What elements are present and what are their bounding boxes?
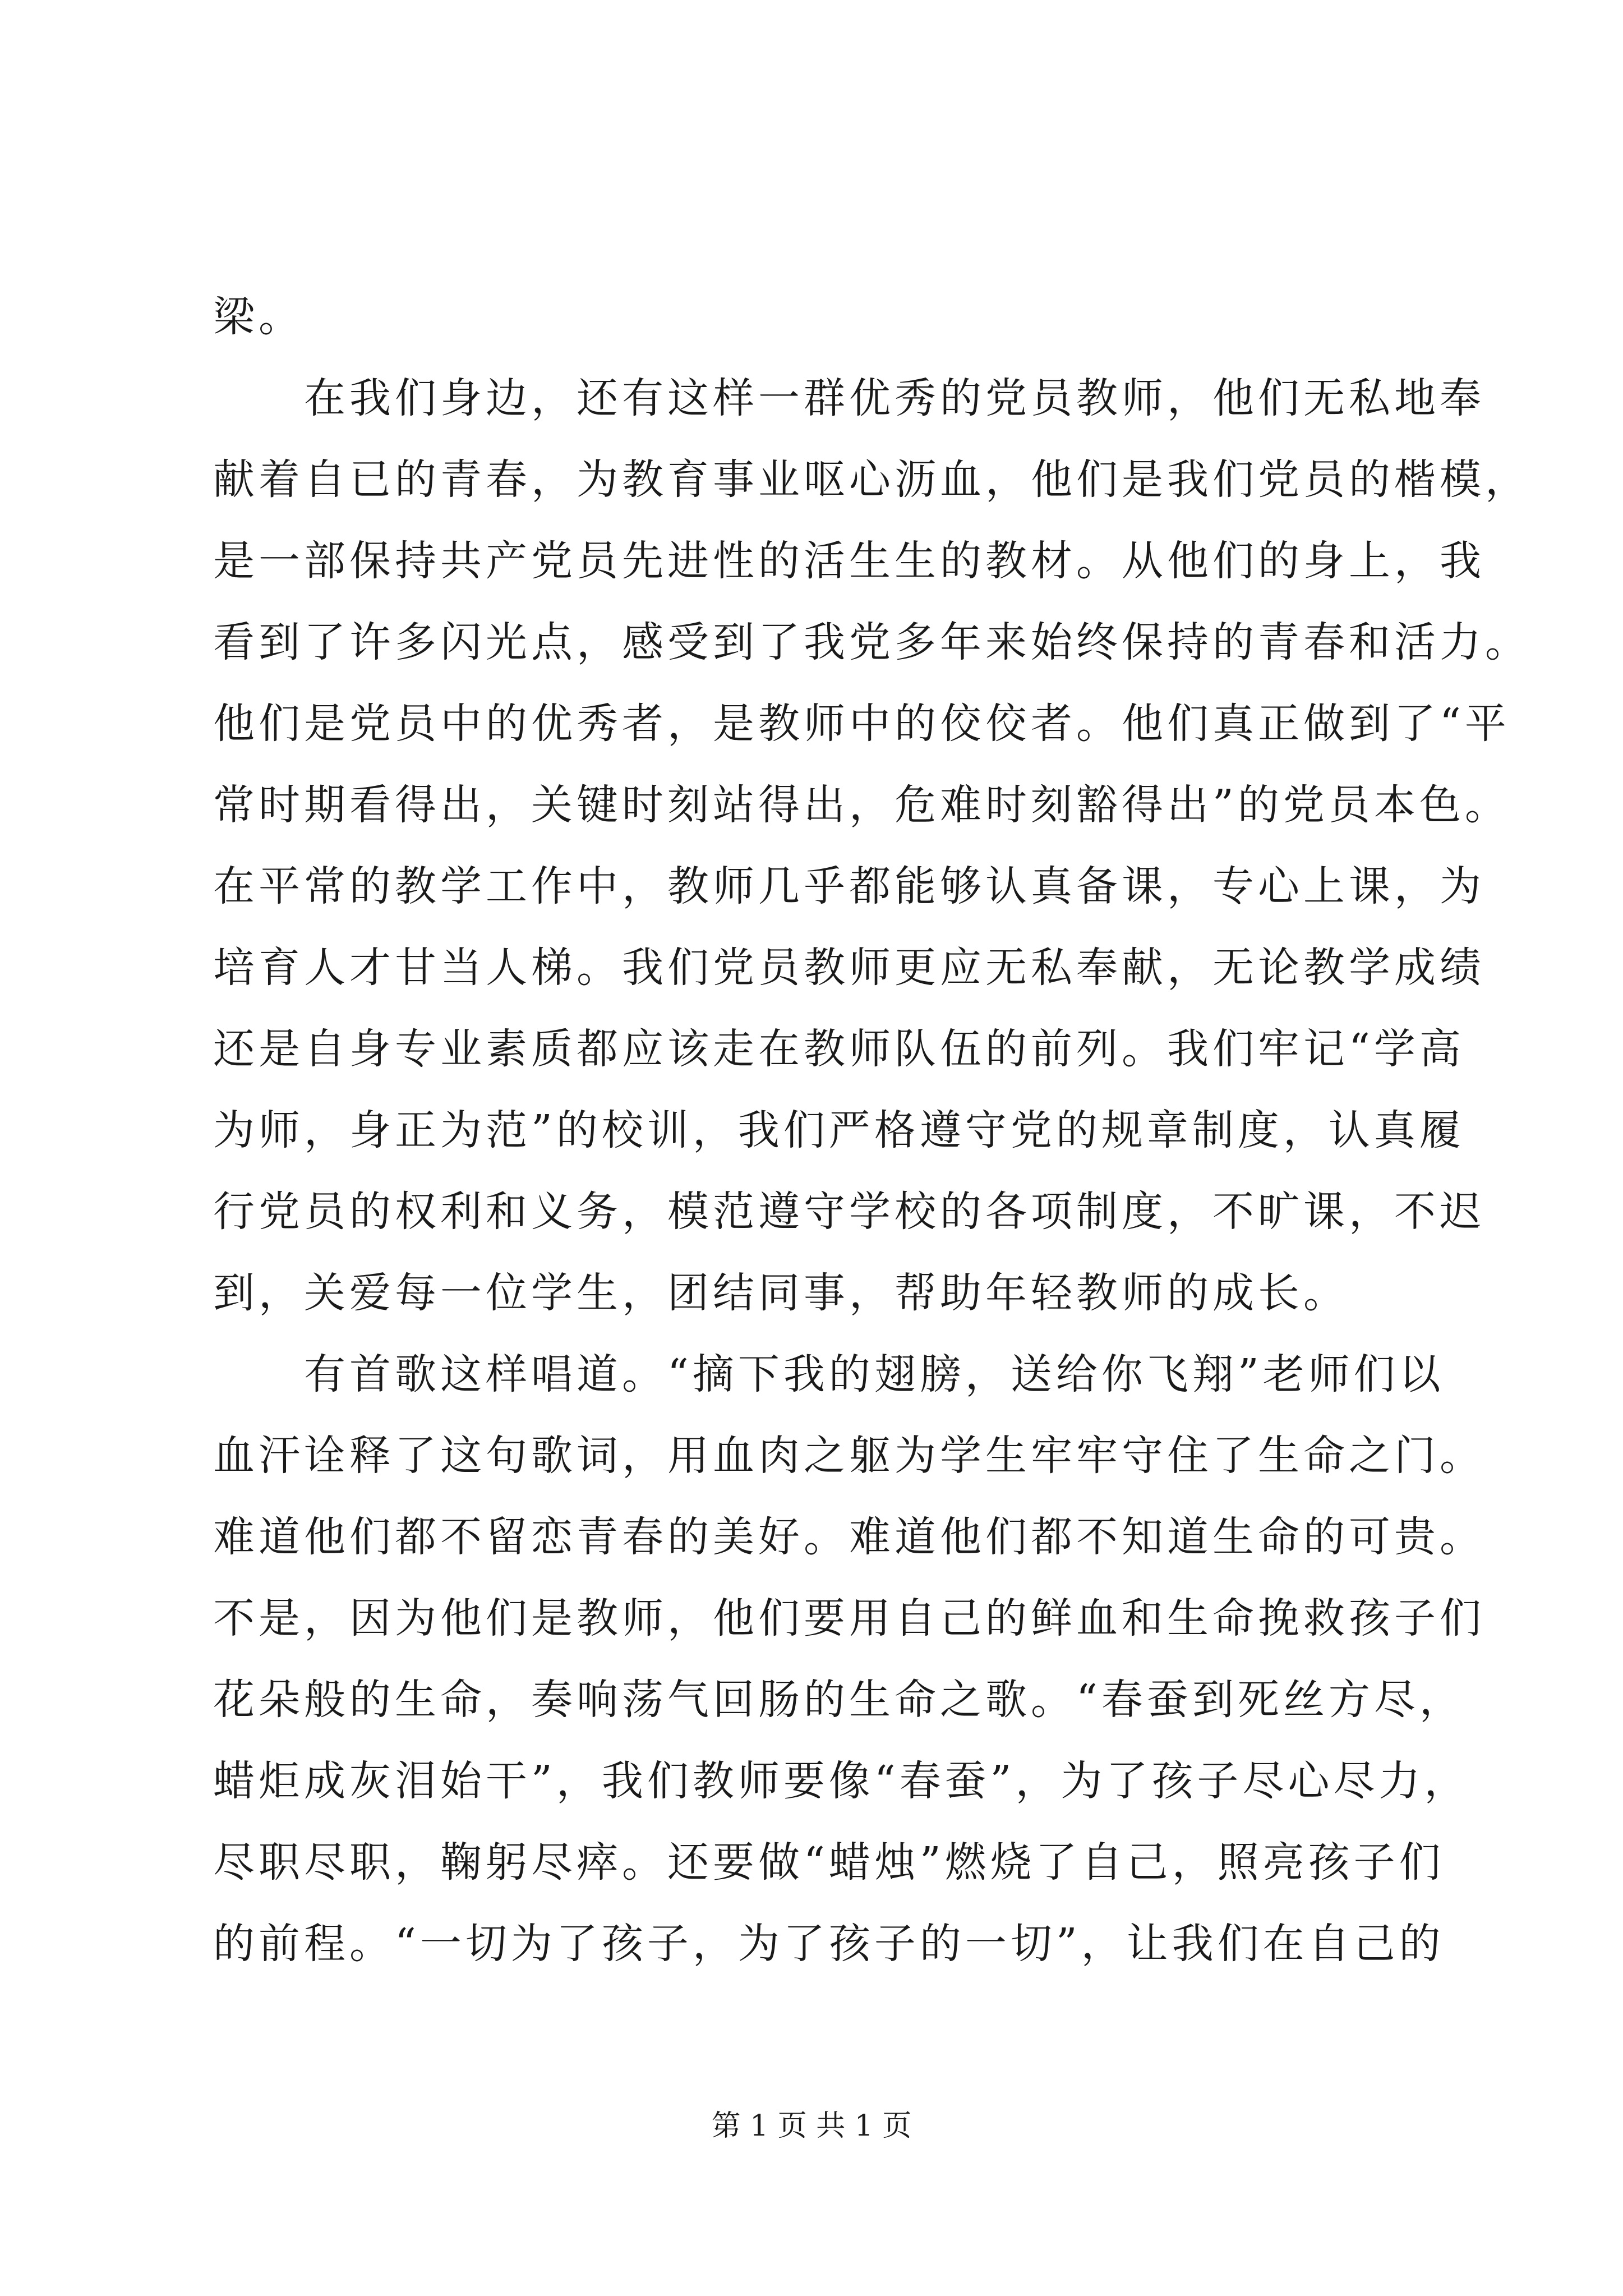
text-line: 难道他们都不留恋青春的美好。难道他们都不知道生命的可贵。 — [213, 1513, 1485, 1561]
text-line: 的前程。“一切为了孩子，为了孩子的一切”，让我们在自己的 — [213, 1920, 1445, 1968]
text-line: 还是自身专业素质都应该走在教师队伍的前列。我们牢记“学高 — [213, 1025, 1465, 1073]
text-line: 血汗诠释了这句歌词，用血肉之躯为学生牢牢守住了生命之门。 — [213, 1432, 1485, 1480]
text-line: 献着自已的青春，为教育事业呕心沥血，他们是我们党员的楷模， — [213, 455, 1530, 504]
page-indicator: 第 1 页 共 1 页 — [711, 2109, 912, 2143]
text-line: 是一部保持共产党员先进性的活生生的教材。从他们的身上，我 — [213, 537, 1485, 585]
text-line: 他们是党员中的优秀者，是教师中的佼佼者。他们真正做到了“平 — [213, 700, 1510, 748]
text-line: 梁。 — [213, 293, 304, 341]
text-line: 在我们身边，还有这样一群优秀的党员教师，他们无私地奉 — [213, 374, 1485, 422]
text-line: 常时期看得出，关键时刻站得出，危难时刻豁得出”的党员本色。 — [213, 781, 1510, 829]
text-line: 为师，身正为范”的校训，我们严格遵守党的规章制度，认真履 — [213, 1106, 1465, 1154]
text-line: 到，关爱每一位学生，团结同事，帮助年轻教师的成长。 — [213, 1269, 1349, 1317]
text-line: 行党员的权利和义务，模范遵守学校的各项制度，不旷课，不迟 — [213, 1188, 1485, 1236]
text-line: 在平常的教学工作中，教师几乎都能够认真备课，专心上课，为 — [213, 862, 1485, 910]
text-line: 花朵般的生命，奏响荡气回肠的生命之歌。“春蚕到死丝方尽， — [213, 1676, 1465, 1724]
text-line: 有首歌这样唱道。“摘下我的翅膀，送给你飞翔”老师们以 — [213, 1350, 1445, 1398]
text-line: 看到了许多闪光点，感受到了我党多年来始终保持的青春和活力。 — [213, 618, 1530, 666]
text-line: 尽职尽职，鞠躬尽瘁。还要做“蜡烛”燃烧了自己，照亮孩子们 — [213, 1838, 1445, 1887]
page-footer — [0, 2106, 1623, 2146]
text-line: 不是，因为他们是教师，他们要用自己的鲜血和生命挽救孩子们 — [213, 1594, 1485, 1642]
text-line: 蜡炬成灰泪始干”，我们教师要像“春蚕”，为了孩子尽心尽力， — [213, 1757, 1470, 1805]
text-line: 培育人才甘当人梯。我们党员教师更应无私奉献，无论教学成绩 — [213, 944, 1485, 992]
